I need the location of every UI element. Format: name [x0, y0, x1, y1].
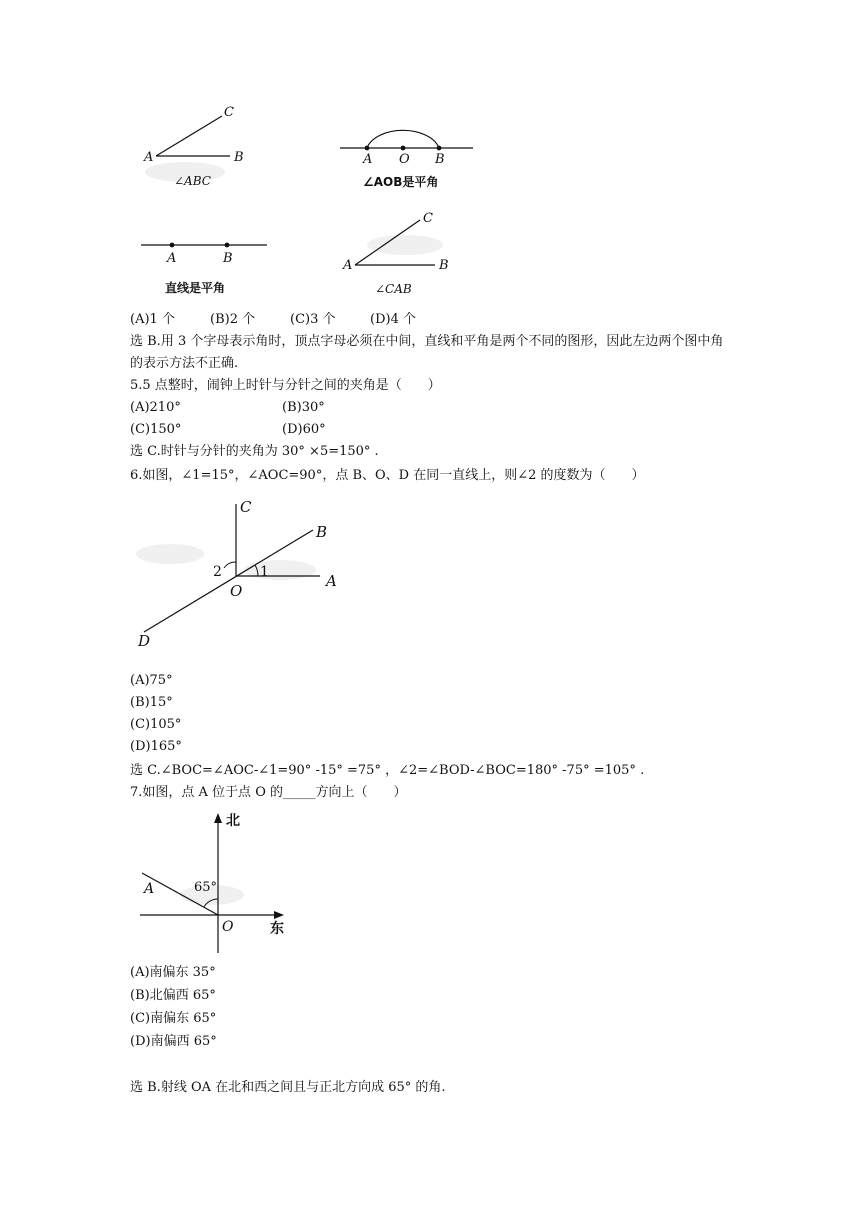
label-c: C [423, 211, 433, 226]
q6-option-d: (D)165° [130, 739, 182, 754]
label-angle-1: 1 [260, 564, 269, 580]
option-d: (D)60° [282, 422, 326, 437]
label-c: C [240, 498, 252, 516]
label-angle-65: 65° [194, 880, 218, 895]
label-o: O [230, 582, 243, 600]
caption: ∠CAB [375, 282, 412, 296]
q6-option-b: (B)15° [130, 695, 173, 710]
label-b: B [435, 152, 445, 167]
q7-option-b: (B)北偏西 65° [130, 988, 216, 1003]
option-a: (A)1 个 [130, 312, 175, 327]
q6-option-c: (C)105° [130, 717, 182, 732]
q6-question: 6.如图，∠1=15°，∠AOC=90°，点 B、O、D 在同一直线上，则∠2 的度数为（ ） [130, 468, 645, 483]
fig-angle-abc [130, 100, 270, 195]
q7-option-c: (C)南偏东 65° [130, 1011, 217, 1026]
label-o: O [222, 919, 234, 935]
fig-line [135, 230, 275, 302]
label-east: 东 [270, 921, 284, 937]
label-angle-2: 2 [213, 564, 222, 580]
option-a: (A)210° [130, 400, 181, 415]
q5-question: 5.5 点整时，闹钟上时针与分针之间的夹角是（ ） [130, 378, 441, 393]
caption: ∠AOB是平角 [363, 175, 439, 189]
label-north: 北 [226, 813, 240, 829]
caption: 直线是平角 [165, 281, 226, 295]
option-c: (C)150° [130, 422, 182, 437]
q5-answer: 选 C.时针与分针的夹角为 30° ×5=150° . [130, 444, 379, 459]
label-c: C [224, 105, 234, 120]
label-b: B [316, 523, 328, 541]
q7-question: 7.如图，点 A 位于点 O 的_____方向上（ ） [130, 785, 407, 800]
label-a: A [326, 572, 337, 590]
option-b: (B)30° [282, 400, 325, 415]
fig-q7 [130, 805, 300, 955]
q7-option-d: (D)南偏西 65° [130, 1034, 217, 1049]
label-a: A [144, 881, 155, 897]
q7-option-a: (A)南偏东 35° [130, 965, 216, 980]
label-a: A [144, 150, 154, 165]
label-o: O [399, 152, 410, 167]
label-a: A [363, 152, 373, 167]
label-b: B [234, 150, 244, 165]
fig-q6 [130, 490, 360, 660]
q7-answer: 选 B.射线 OA 在北和西之间且与正北方向成 65° 的角. [130, 1080, 446, 1095]
caption: ∠ABC [174, 174, 211, 188]
option-c: (C)3 个 [290, 312, 336, 327]
label-d: D [138, 632, 151, 650]
q6-answer: 选 C.∠BOC=∠AOC-∠1=90° -15° =75° ，∠2=∠BOD-∠BOC=180° -75° =105° . [130, 763, 645, 778]
option-d: (D)4 个 [370, 312, 416, 327]
fig-angle-cab [335, 205, 475, 300]
fig-straight-angle-aob [335, 120, 485, 195]
label-a: A [343, 258, 353, 273]
q4-answer: 选 B.用 3 个字母表示角时，顶点字母必须在中间，直线和平角是两个不同的图形，因此左边两个图中角的表示方法不正确. [130, 334, 724, 371]
q6-option-a: (A)75° [130, 673, 173, 688]
option-b: (B)2 个 [210, 312, 256, 327]
label-b: B [439, 258, 449, 273]
label-b: B [223, 251, 233, 266]
label-a: A [167, 251, 177, 266]
